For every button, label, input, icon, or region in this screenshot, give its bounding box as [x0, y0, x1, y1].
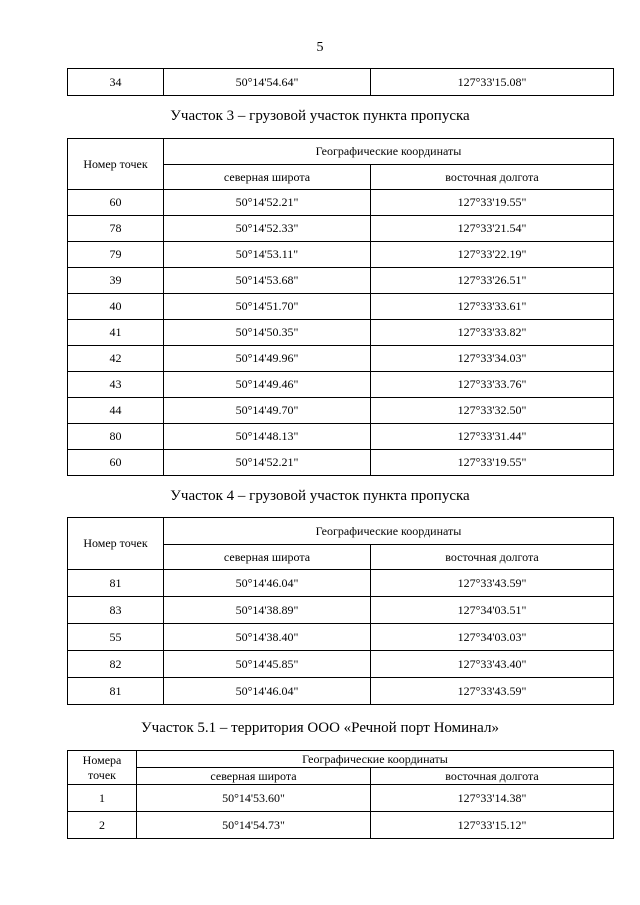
- table-row: [68, 346, 614, 372]
- lon-cell: 127°33'32.50": [371, 398, 614, 424]
- col-point-header: [68, 751, 137, 785]
- lat-cell: 50°14'52.21": [164, 190, 371, 216]
- col-point-header-line2: точек: [88, 767, 116, 782]
- lon-cell: 127°33'33.76": [371, 372, 614, 398]
- table-row: [68, 216, 614, 242]
- col-lon-header: восточная долгота: [371, 545, 614, 570]
- point-cell: 40: [68, 294, 164, 320]
- lat-cell: 50°14'51.70": [164, 294, 371, 320]
- table-row: [68, 242, 614, 268]
- lon-cell: 127°33'19.55": [371, 450, 614, 476]
- table-row: [68, 597, 614, 624]
- point-cell: 60: [68, 190, 164, 216]
- col-lat-header: северная широта: [164, 545, 371, 570]
- lat-cell: 50°14'54.64": [164, 69, 371, 96]
- lat-cell: 50°14'46.04": [164, 570, 371, 597]
- lon-cell: 127°33'43.40": [371, 651, 614, 678]
- point-cell: 44: [68, 398, 164, 424]
- point-cell: 43: [68, 372, 164, 398]
- col-point-header: Номер точек: [68, 139, 164, 190]
- table-row: [68, 268, 614, 294]
- point-cell: 78: [68, 216, 164, 242]
- point-cell: 41: [68, 320, 164, 346]
- lat-cell: 50°14'52.33": [164, 216, 371, 242]
- page-number: 5: [316, 40, 324, 55]
- lat-cell: 50°14'49.70": [164, 398, 371, 424]
- lon-cell: 127°33'26.51": [371, 268, 614, 294]
- table-row: [68, 812, 614, 839]
- point-cell: 42: [68, 346, 164, 372]
- lon-cell: 127°33'15.08": [371, 69, 614, 96]
- lat-cell: 50°14'53.60": [137, 785, 371, 812]
- lat-cell: 50°14'38.89": [164, 597, 371, 624]
- col-lat-header: северная широта: [164, 165, 371, 190]
- section3-title: Участок 3 – грузовой участок пункта пропуска: [170, 108, 470, 124]
- point-cell: 39: [68, 268, 164, 294]
- section3-table: [67, 138, 614, 476]
- lat-cell: 50°14'52.21": [164, 450, 371, 476]
- table-row: [68, 570, 614, 597]
- col-geo-header: Географические координаты: [164, 518, 614, 545]
- lon-cell: 127°34'03.51": [371, 597, 614, 624]
- lat-cell: 50°14'54.73": [137, 812, 371, 839]
- table-row: [68, 69, 614, 96]
- table-row: [68, 320, 614, 346]
- point-cell: 80: [68, 424, 164, 450]
- table-row: [68, 398, 614, 424]
- lat-cell: 50°14'38.40": [164, 624, 371, 651]
- section5-title: Участок 5.1 – территория ООО «Речной порт Номинал»: [141, 720, 499, 736]
- col-lon-header: восточная долгота: [371, 768, 614, 785]
- table-row: [68, 624, 614, 651]
- lon-cell: 127°33'22.19": [371, 242, 614, 268]
- lon-cell: 127°33'33.82": [371, 320, 614, 346]
- point-cell: 82: [68, 651, 164, 678]
- table-row: [68, 678, 614, 705]
- lat-cell: 50°14'48.13": [164, 424, 371, 450]
- point-cell: 79: [68, 242, 164, 268]
- point-cell: 83: [68, 597, 164, 624]
- lat-cell: 50°14'49.96": [164, 346, 371, 372]
- col-geo-header: Географические координаты: [164, 139, 614, 165]
- col-geo-header: Географические координаты: [137, 751, 614, 768]
- col-lat-header: северная широта: [137, 768, 371, 785]
- table-row: [68, 372, 614, 398]
- point-cell: 34: [68, 69, 164, 96]
- section5-table: [67, 750, 614, 839]
- lon-cell: 127°33'14.38": [371, 785, 614, 812]
- col-lon-header: восточная долгота: [371, 165, 614, 190]
- lon-cell: 127°33'15.12": [371, 812, 614, 839]
- point-cell: 81: [68, 570, 164, 597]
- point-cell: 60: [68, 450, 164, 476]
- lat-cell: 50°14'46.04": [164, 678, 371, 705]
- lat-cell: 50°14'50.35": [164, 320, 371, 346]
- lon-cell: 127°34'03.03": [371, 624, 614, 651]
- section4-title: Участок 4 – грузовой участок пункта пропуска: [170, 488, 470, 504]
- section4-table: [67, 517, 614, 705]
- table-row: [68, 450, 614, 476]
- table-row: [68, 785, 614, 812]
- table-row: [68, 190, 614, 216]
- lat-cell: 50°14'53.11": [164, 242, 371, 268]
- lat-cell: 50°14'49.46": [164, 372, 371, 398]
- point-cell: 55: [68, 624, 164, 651]
- point-cell: 1: [68, 785, 137, 812]
- lon-cell: 127°33'19.55": [371, 190, 614, 216]
- continuation-table: [67, 68, 614, 96]
- lon-cell: 127°33'43.59": [371, 678, 614, 705]
- lat-cell: 50°14'45.85": [164, 651, 371, 678]
- lon-cell: 127°33'34.03": [371, 346, 614, 372]
- lon-cell: 127°33'21.54": [371, 216, 614, 242]
- table-row: [68, 424, 614, 450]
- point-cell: 81: [68, 678, 164, 705]
- lat-cell: 50°14'53.68": [164, 268, 371, 294]
- table-row: [68, 294, 614, 320]
- table-row: [68, 651, 614, 678]
- lon-cell: 127°33'43.59": [371, 570, 614, 597]
- col-point-header-line1: Номера: [82, 752, 122, 767]
- col-point-header: Номер точек: [68, 518, 164, 570]
- point-cell: 2: [68, 812, 137, 839]
- lon-cell: 127°33'33.61": [371, 294, 614, 320]
- lon-cell: 127°33'31.44": [371, 424, 614, 450]
